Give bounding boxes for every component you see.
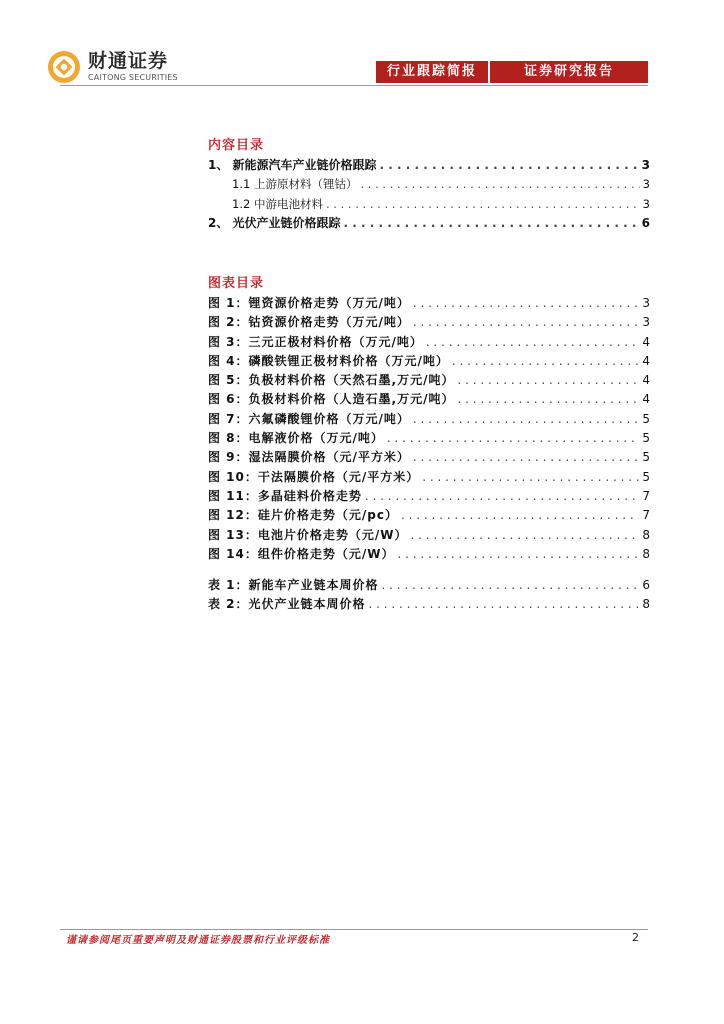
toc-title: 内容目录 [208, 138, 265, 153]
figure-entry[interactable] [208, 294, 650, 313]
toc-entry-page: 6 [641, 215, 650, 230]
figure-entry-page: 8 [642, 527, 650, 542]
leader-dots [457, 390, 639, 409]
footer-divider [60, 929, 648, 930]
figure-entry-page: 5 [642, 431, 650, 446]
figure-entry-label: 图 8：电解液价格（万元/吨） [208, 431, 384, 446]
figure-entry-page: 4 [642, 392, 650, 407]
page-number: 2 [632, 931, 639, 944]
leader-dots [380, 156, 639, 175]
figure-toc-title: 图表目录 [208, 276, 265, 291]
figure-entry-label: 图 12：硅片价格走势（元/pc） [208, 508, 398, 523]
toc-entry-label: 1.1 上游原材料（锂钴） [232, 177, 358, 192]
table-entry-page: 8 [642, 597, 650, 612]
figure-entry-label: 图 1：锂资源价格走势（万元/吨） [208, 296, 410, 310]
logo-chinese-name: 财通证券 [88, 50, 169, 72]
figure-toc [208, 274, 650, 564]
logo-emblem-icon [46, 49, 82, 85]
report-category-tag: 证券研究报告 [490, 61, 648, 83]
toc-entry-label: 2、 光伏产业链价格跟踪 [208, 215, 341, 230]
page-header [0, 0, 724, 90]
leader-dots [422, 468, 639, 487]
toc-entry[interactable] [208, 156, 650, 175]
figure-entry[interactable] [208, 371, 650, 390]
figure-entry-page: 3 [642, 296, 650, 310]
table-entry-label: 表 1：新能车产业链本周价格 [208, 578, 379, 592]
figure-entry-page: 5 [642, 450, 650, 465]
toc-entry-page: 3 [641, 158, 650, 172]
figure-entry-label: 图 11：多晶硅料价格走势 [208, 488, 362, 503]
disclaimer-note: 谨请参阅尾页重要声明及财通证券股票和行业评级标准 [66, 935, 330, 946]
figure-entry-label: 图 10：干法隔膜价格（元/平方米） [208, 469, 420, 484]
report-type-tag: 行业跟踪简报 [376, 61, 488, 83]
figure-entry[interactable] [208, 448, 650, 467]
leader-dots [360, 175, 639, 194]
leader-dots [369, 595, 640, 614]
leader-dots [344, 214, 639, 233]
figure-entry-page: 7 [642, 488, 650, 503]
figure-entry-label: 图 6：负极材料价格（人造石墨,万元/吨） [208, 392, 455, 407]
figure-entry-label: 图 13：电池片价格走势（元/W） [208, 527, 408, 542]
leader-dots [413, 410, 639, 429]
figure-entry-label: 图 9：湿法隔膜价格（元/平方米） [208, 450, 410, 465]
toc-entry[interactable] [208, 195, 650, 214]
figure-entry-label: 图 7：六氟磷酸锂价格（万元/吨） [208, 411, 410, 426]
content-toc [208, 136, 650, 233]
figure-entry-page: 7 [642, 508, 650, 523]
table-entry-page: 6 [642, 578, 650, 592]
figure-entry[interactable] [208, 410, 650, 429]
leader-dots [387, 429, 639, 448]
company-logo [46, 49, 178, 85]
table-entry[interactable] [208, 576, 650, 595]
figure-entry-label: 图 2：钴资源价格走势（万元/吨） [208, 315, 410, 330]
leader-dots [452, 352, 639, 371]
toc-entry[interactable] [208, 175, 650, 194]
figure-entry-page: 3 [642, 315, 650, 330]
table-toc [208, 576, 650, 615]
figure-entry[interactable] [208, 352, 650, 371]
figure-entry[interactable] [208, 487, 650, 506]
figure-entry[interactable] [208, 333, 650, 352]
figure-entry[interactable] [208, 390, 650, 409]
leader-dots [457, 371, 639, 390]
figure-entry-page: 4 [642, 353, 650, 368]
leader-dots [411, 526, 640, 545]
figure-entry-label: 图 3：三元正极材料价格（万元/吨） [208, 334, 423, 349]
leader-dots [426, 333, 639, 352]
figure-entry-page: 8 [642, 546, 650, 561]
toc-entry-label: 1、 新能源汽车产业链价格跟踪 [208, 158, 377, 172]
figure-entry-label: 图 5：负极材料价格（天然石墨,万元/吨） [208, 373, 455, 388]
figure-entry[interactable] [208, 545, 650, 564]
figure-entry[interactable] [208, 313, 650, 332]
figure-entry-page: 5 [642, 469, 650, 484]
table-entry[interactable] [208, 595, 650, 614]
toc-entry[interactable] [208, 214, 650, 233]
toc-entry-page: 3 [642, 177, 650, 192]
figure-entry[interactable] [208, 526, 650, 545]
figure-entry-label: 图 14：组件价格走势（元/W） [208, 546, 395, 561]
figure-entry-page: 5 [642, 411, 650, 426]
leader-dots [365, 487, 639, 506]
figure-entry[interactable] [208, 429, 650, 448]
figure-entry-page: 4 [642, 373, 650, 388]
table-entry-label: 表 2：光伏产业链本周价格 [208, 597, 366, 612]
logo-english-name: CAITONG SECURITIES [88, 73, 178, 82]
leader-dots [413, 448, 639, 467]
leader-dots [401, 506, 639, 525]
leader-dots [398, 545, 640, 564]
figure-entry-page: 4 [642, 334, 650, 349]
leader-dots [382, 576, 640, 595]
leader-dots [413, 313, 639, 332]
toc-entry-label: 1.2 中游电池材料 [232, 196, 323, 211]
toc-entry-page: 3 [642, 196, 650, 211]
leader-dots [326, 195, 640, 214]
figure-entry[interactable] [208, 468, 650, 487]
header-divider [60, 85, 648, 86]
leader-dots [413, 294, 639, 313]
figure-entry[interactable] [208, 506, 650, 525]
figure-entry-label: 图 4：磷酸铁锂正极材料价格（万元/吨） [208, 353, 449, 368]
